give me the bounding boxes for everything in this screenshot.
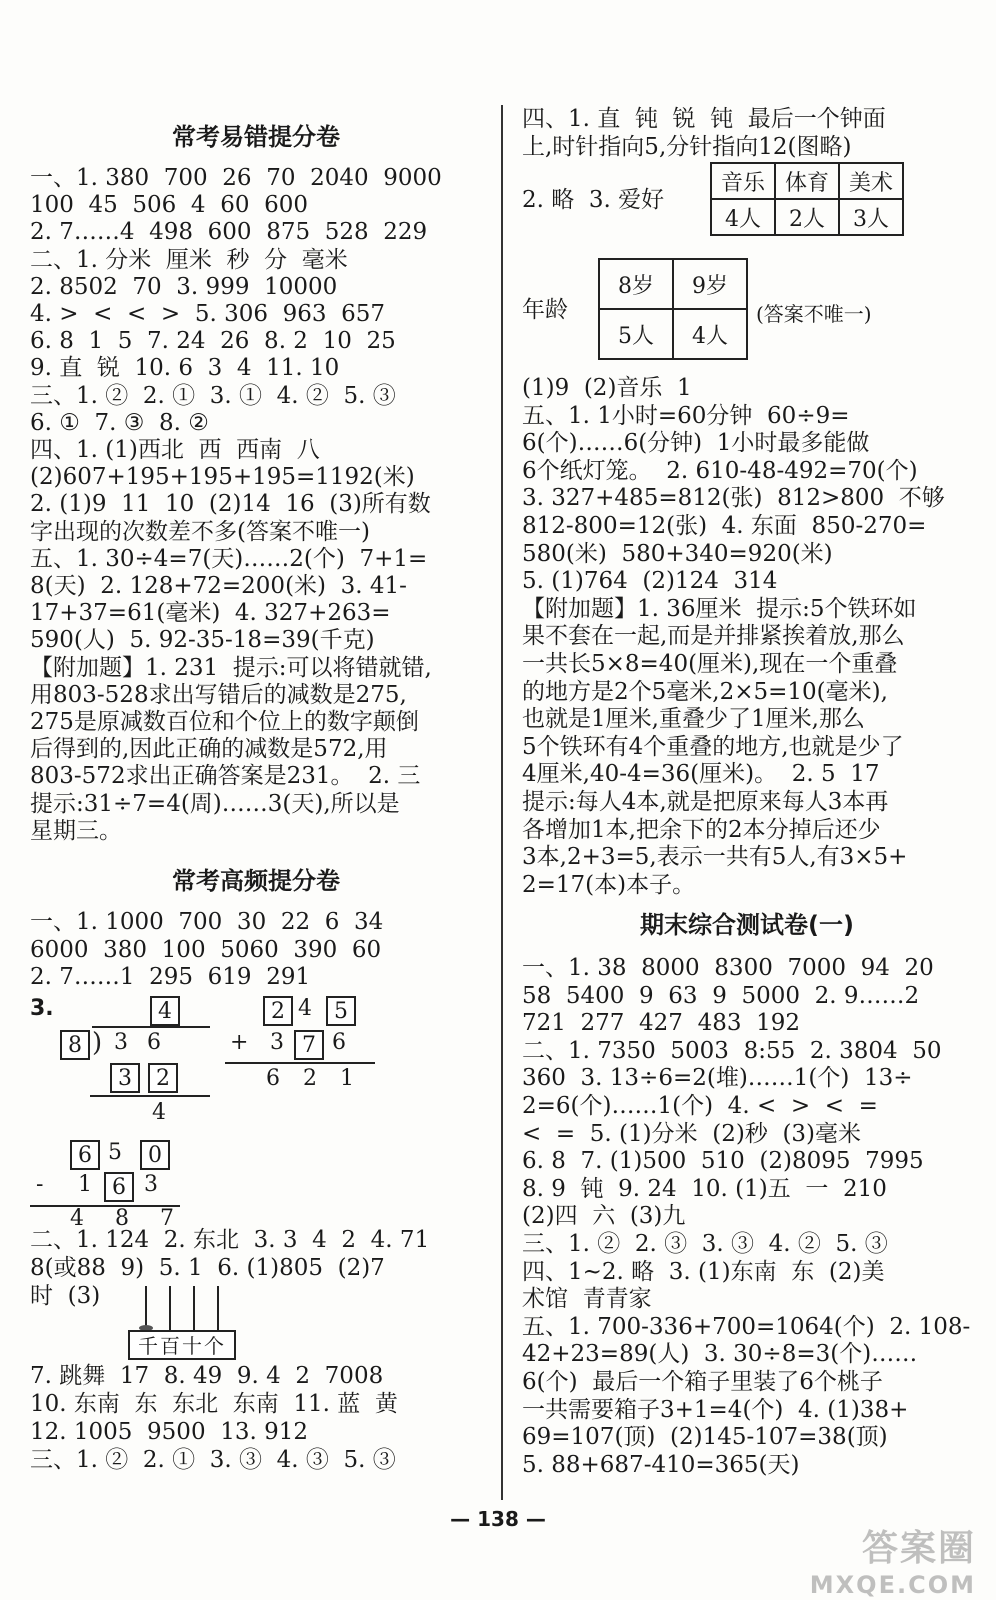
digit: 3 (270, 1030, 284, 1055)
page-number: — 138 — (450, 1507, 546, 1531)
digit-box: 3 (110, 1063, 140, 1093)
answer-line: 3. 327+485=812(张) 812>800 不够 (522, 485, 945, 512)
difference: 4 8 7 (70, 1206, 186, 1231)
digit: 6 (332, 1030, 346, 1055)
digit-box: 2 (148, 1063, 178, 1093)
answer-line: 580(米) 580+340=920(米) (522, 540, 833, 567)
table-cell: 5人 (599, 309, 673, 359)
section-title: 期末综合测试卷(一) (640, 911, 854, 939)
answer-line: 6. ① 7. ③ 8. ② (30, 409, 209, 436)
answer-line: 8(天) 2. 128+72=200(米) 3. 41- (30, 573, 407, 599)
answer-line: 721 277 427 483 192 (522, 1010, 800, 1037)
answer-line: 字出现的次数差不多(答案不唯一) (30, 518, 370, 545)
answer-line: 2=17(本)本子。 (522, 871, 696, 898)
answer-line: 4. > < < > 5. 306 963 657 (30, 301, 386, 327)
answer-line: 2. 略 3. 爱好 (522, 187, 665, 213)
answer-line: 2. (1)9 11 10 (2)14 16 (3)所有数 (30, 491, 431, 518)
answer-line: 6(个) 最后一个箱子里装了6个桃子 (522, 1369, 883, 1395)
digit-box: 6 (104, 1172, 134, 1202)
answer-line: 100 45 506 4 60 600 (30, 192, 308, 219)
answer-line: 术馆 青青家 (522, 1286, 652, 1313)
answer-line: 58 5400 9 63 9 5000 2. 9……2 (522, 982, 920, 1009)
answer-line: (2)四 六 (3)九 (522, 1203, 686, 1230)
answer-line: 时 (3) (30, 1283, 101, 1309)
table-header: 美术 (839, 163, 903, 199)
answer-line: 2. 8502 70 3. 999 10000 (30, 273, 338, 300)
dividend: 3 6 (114, 1030, 167, 1055)
answer-line: 5. (1)764 (2)124 314 (522, 568, 778, 595)
table-header: 9岁 (673, 259, 747, 309)
answer-line: 10. 东南 东 东北 东南 11. 蓝 黄 (30, 1391, 398, 1417)
answer-line: 17+37=61(毫米) 4. 327+263= (30, 600, 391, 627)
answer-line: 69=107(顶) (2)145-107=38(顶) (522, 1424, 888, 1451)
answer-line: 的地方是2个5毫米,2×5=10(毫米), (522, 678, 888, 705)
hobby-table (710, 162, 904, 236)
section-title: 常考高频提分卷 (172, 867, 340, 895)
answer-line: 4厘米,40-4=36(厘米)。 2. 5 17 (522, 761, 880, 788)
plus-sign: + (230, 1030, 249, 1055)
answer-line: 二、1. 7350 5003 8:55 2. 3804 50 (522, 1037, 942, 1064)
table-header: 体育 (775, 163, 839, 199)
digit-box: 0 (140, 1140, 170, 1170)
answer-line: 五、1. 1小时=60分钟 60÷9= (522, 402, 850, 429)
digit-box: 6 (70, 1140, 100, 1170)
answer-line: 9. 直 锐 10. 6 3 4 11. 10 (30, 355, 340, 382)
age-note: (答案不唯一) (756, 302, 872, 326)
answer-line: 三、1. ② 2. ① 3. ① 4. ② 5. ③ (30, 382, 396, 409)
answer-line: 一、1. 380 700 26 70 2040 9000 (30, 165, 442, 191)
abacus-labels: 千百十个 (128, 1330, 236, 1360)
answer-line: < = 5. (1)分米 (2)秒 (3)毫米 (522, 1120, 862, 1147)
watermark (810, 1520, 976, 1599)
digit: 5 (108, 1140, 122, 1165)
addition-rule (225, 1062, 375, 1064)
answer-line: 5个铁环有4个重叠的地方,也就是少了 (522, 733, 904, 760)
answer-line: 6. 8 7. (1)500 510 (2)8095 7995 (522, 1148, 924, 1175)
sum: 6 2 1 (266, 1066, 362, 1091)
age-table (598, 258, 748, 360)
digit: 1 (78, 1172, 92, 1197)
answer-line: 四、1. (1)西北 西 西南 八 (30, 437, 320, 463)
answer-line: 一共需要箱子3+1=4(个) 4. (1)38+ (522, 1396, 909, 1423)
answer-line: 后得到的,因此正确的减数是572,用 (30, 736, 388, 763)
answer-line: 各增加1本,把余下的2本分掉后还少 (522, 816, 881, 843)
answer-line: 6个纸灯笼。 2. 610-48-492=70(个) (522, 457, 918, 484)
watermark-url: MXQE.COM (809, 1571, 976, 1599)
digit-box: 2 (263, 996, 293, 1026)
digit: 3 (144, 1172, 158, 1197)
answer-line: 二、1. 分米 厘米 秒 分 毫米 (30, 246, 348, 273)
answer-line: 三、1. ② 2. ③ 3. ③ 4. ② 5. ③ (522, 1231, 888, 1257)
answer-line: 星期三。 (30, 817, 122, 844)
answer-line: 也就是1厘米,重叠少了1厘米,那么 (522, 706, 865, 733)
answer-line: 7. 跳舞 17 8. 49 9. 4 2 7008 (30, 1363, 384, 1389)
watermark-logo: 答案圈 (861, 1528, 976, 1569)
answer-line: 一、1. 1000 700 30 22 6 34 (30, 909, 384, 935)
table-cell: 4人 (711, 199, 775, 235)
table-header: 音乐 (711, 163, 775, 199)
answer-line: 三、1. ② 2. ① 3. ③ 4. ③ 5. ③ (30, 1447, 396, 1473)
answer-line: 五、1. 700-336+700=1064(个) 2. 108- (522, 1313, 971, 1340)
answer-line: 8. 9 钝 9. 24 10. (1)五 一 210 (522, 1175, 887, 1202)
answer-line: 一共长5×8=40(厘米),现在一个重叠 (522, 651, 898, 677)
digit-box: 5 (326, 996, 356, 1026)
table-cell: 2人 (775, 199, 839, 235)
answer-line: 果不套在一起,而是并排紧挨着放,那么 (522, 623, 905, 650)
answer-line: 2. 7……1 295 619 291 (30, 964, 311, 990)
answer-line: 812-800=12(张) 4. 东面 850-270= (522, 513, 927, 539)
division-bracket: ) (92, 1028, 103, 1058)
answer-line: 12. 1005 9500 13. 912 (30, 1419, 308, 1445)
answer-line: 四、1. 直 钝 锐 钝 最后一个钟面 (522, 106, 886, 132)
answer-line: 一、1. 38 8000 8300 7000 94 20 (522, 955, 934, 981)
answer-line: 四、1~2. 略 3. (1)东南 东 (2)美 (522, 1258, 885, 1285)
answer-line: 2=6(个)……1(个) 4. < > < = (522, 1093, 878, 1119)
table-cell: 3人 (839, 199, 903, 235)
answer-line: 8(或88 9) 5. 1 6. (1)805 (2)7 (30, 1255, 385, 1281)
answer-line: 提示:31÷7=4(周)……3(天),所以是 (30, 790, 400, 817)
table-cell: 4人 (673, 309, 747, 359)
answer-line: 5. 88+687-410=365(天) (522, 1451, 800, 1478)
answer-line: 6. 8 1 5 7. 24 26 8. 2 10 25 (30, 328, 396, 355)
question-3-label: 3. (30, 996, 54, 1021)
age-label: 年龄 (522, 297, 568, 323)
answer-line: 6000 380 100 5060 390 60 (30, 936, 382, 963)
remainder: 4 (152, 1100, 166, 1125)
answer-line: (1)9 (2)音乐 1 (522, 375, 692, 401)
answer-line: 590(人) 5. 92-35-18=39(千克) (30, 627, 375, 654)
answer-line: 【附加题】1. 231 提示:可以将错就错, (30, 654, 432, 681)
column-divider (501, 105, 503, 1500)
digit-box: 8 (60, 1030, 90, 1060)
answer-line: 2. 7……4 498 600 875 528 229 (30, 219, 428, 246)
digit-box: 7 (294, 1030, 324, 1060)
digit-box: 4 (150, 996, 180, 1026)
table-header: 8岁 (599, 259, 673, 309)
answer-line: 42+23=89(人) 3. 30÷8=3(个)…… (522, 1341, 918, 1368)
answer-line: 五、1. 30÷4=7(天)……2(个) 7+1= (30, 545, 428, 572)
answer-line: 6(个)……6(分钟) 1小时最多能做 (522, 430, 870, 457)
answer-line: 3本,2+3=5,表示一共有5人,有3×5+ (522, 844, 908, 871)
answer-line: (2)607+195+195+195=1192(米) (30, 464, 415, 491)
answer-line: 用803-528求出写错后的减数是275, (30, 681, 407, 708)
answer-line: 360 3. 13÷6=2(堆)……1(个) 13÷ (522, 1065, 913, 1092)
answer-line: 二、1. 124 2. 东北 3. 3 4 2 4. 71 (30, 1227, 430, 1253)
answer-line: 提示:每人4本,就是把原来每人3本再 (522, 789, 889, 815)
minus-sign: - (36, 1172, 44, 1197)
answer-line: 275是原减数百位和个位上的数字颠倒 (30, 709, 419, 735)
division-rule (90, 1095, 210, 1097)
division-bar (92, 1026, 210, 1028)
digit: 4 (298, 996, 312, 1021)
section-title: 常考易错提分卷 (172, 123, 340, 151)
answer-line: 803-572求出正确答案是231。 2. 三 (30, 763, 421, 790)
answer-line: 【附加题】1. 36厘米 提示:5个铁环如 (522, 595, 917, 622)
answer-line: 上,时针指向5,分针指向12(图略) (522, 134, 852, 160)
